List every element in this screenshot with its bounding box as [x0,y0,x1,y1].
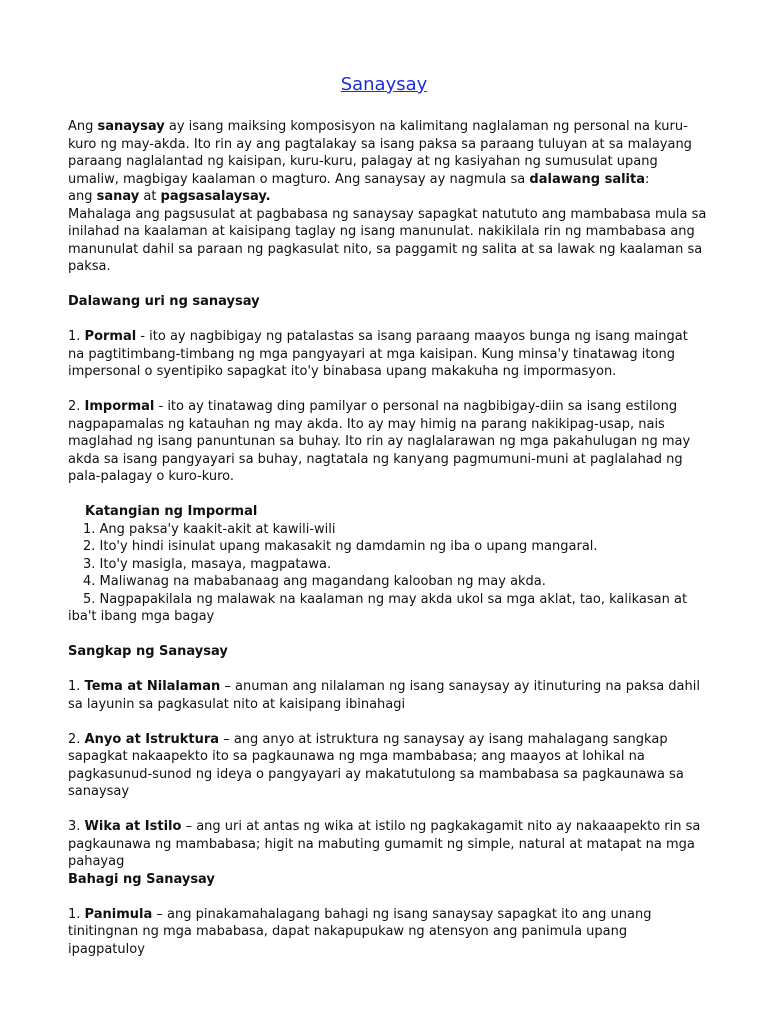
origin-text-2: at [139,189,161,204]
element-item [68,678,708,713]
page-title[interactable]: Sanaysay [340,74,428,95]
intro-text-1: Ang [68,119,98,134]
part-number: 1. [68,906,85,922]
traits-heading: Katangian ng Impormal [85,504,258,519]
type-term: Impormal [84,399,155,414]
part-text: – ang pinakamahalagang bahagi ng isang sanaysay sapagkat ito ang unang tinitingnan ng mga mababasa, dapat nakapupukaw ng atensyon ang panimula upang ipagpatuloy [68,906,652,957]
element-text: – anuman ang nilalaman ng isang sanaysay ay itinuturing na paksa dahil sa layunin sa pagkasulat nito at kaisipang ibinahagi [68,679,700,712]
intro-bold-sanaysay: sanaysay [97,119,165,134]
type-number: 2. [68,399,85,414]
intro-text-3: : [645,171,650,187]
element-term: Anyo at Istruktura [84,731,220,747]
importance-paragraph: Mahalaga ang pagsusulat at pagbabasa ng sanaysay sapagkat natututo ang mambabasa mula sa inilahad na kaalaman at kaisipang taglay ng isang manunulat. nakikilala rin ng mambabasa ang manunulat dahil sa paraan ng pagkasulat nito, sa paggamit ng salita at sa lawak ng kaalaman sa paksa. [68,206,707,274]
intro-text-2: ay isang maiksing komposisyon na kalimitang naglalaman ng personal na kuru-kuro ng may-akda. Ito rin ay ang pagtalakay sa isang paksa sa paraang tuluyan at sa malayang paraang naglalantad ng kaisipan, kuru-kuru, palagay at ng kasiyahan ng sumusulat upang umaliw, magbigay kaalaman o magturo. Ang sanaysay ay nagmula sa [68,119,692,187]
elements-heading: Sangkap ng Sanaysay [68,644,228,659]
part-item [68,906,708,959]
type-item [68,328,708,381]
element-item [68,818,708,871]
element-number: 3. [68,819,85,834]
list-item: 3. Ito'y masigla, masaya, magpatawa. [83,556,332,572]
document-body [68,118,708,958]
type-text: - ito ay tinatawag ding pamilyar o personal na nagbibigay-diin sa isang estilong nagpapamalas ng katauhan ng may akda. Ito ay may himig na parang nakikipag-usap, nais maglahad ng isang panuntunan sa buhay. Ito rin ay naglalarawan ng mga pakahulugan ng may akda sa isang pangyayari sa buhay, nagtatala ng kanyang pagmumuni-muni at paglalahad ng pala-palagay o kuro-kuro. [68,399,691,484]
element-number: 1. [68,679,85,694]
origin-bold-sanay: sanay [96,189,140,204]
type-text: - ito ay nagbibigay ng patalastas sa isang paraang maayos bunga ng isang maingat na pagtitimbang-timbang ng mga pangyayari at mga kaisipan. Kung minsa'y tinatawag itong impersonal o syentipiko sapagkat ito'y binabasa upang makakuha ng impormasyon. [68,329,688,379]
list-item: 4. Maliwanag na mababanaag ang magandang kalooban ng may akda. [83,574,546,589]
element-number: 2. [68,731,85,747]
origin-text-1: ang [68,189,97,204]
intro-paragraph [68,118,708,188]
type-item [68,398,708,486]
element-text: – ang uri at antas ng wika at istilo ng pagkakagamit nito ay nakaaapekto rin sa pagkaunawa ng mambabasa; higit na mabuting gumamit ng simple, natural at matapat na mga pahayag [68,819,701,869]
list-item: 2. Ito'y hindi isinulat upang makasakit ng damdamin ng iba o upang mangaral. [83,539,598,554]
element-text: – ang anyo at istruktura ng sanaysay ay isang mahalagang sangkap sapagkat nakaapekto ito sa pagkaunawa ng mga mambabasa; ang maayos at lohikal na pagkasunud-sunod ng ideya o pangyayari ay makatutulong sa mambabasa sa pagkaunawa sa sanaysay [68,731,684,799]
part-term: Panimula [84,906,153,922]
list-item: 5. Nagpapakilala ng malawak na kaalaman ng may akda ukol sa mga aklat, tao, kalikasan at iba't ibang mga bagay [68,591,688,624]
element-term: Wika at Istilo [84,819,182,834]
parts-heading: Bahagi ng Sanaysay [68,871,215,887]
types-heading: Dalawang uri ng sanaysay [68,294,260,309]
type-number: 1. [68,329,85,344]
traits-list [68,521,708,626]
origin-line [68,188,708,206]
intro-bold-dalawang-salita: dalawang salita [529,171,645,187]
element-term: Tema at Nilalaman [84,679,221,694]
element-item [68,731,708,801]
list-item: 1. Ang paksa'y kaakit-akit at kawili-wili [83,521,336,537]
origin-bold-pagsasalaysay: pagsasalaysay. [160,189,271,204]
type-term: Pormal [84,329,137,344]
